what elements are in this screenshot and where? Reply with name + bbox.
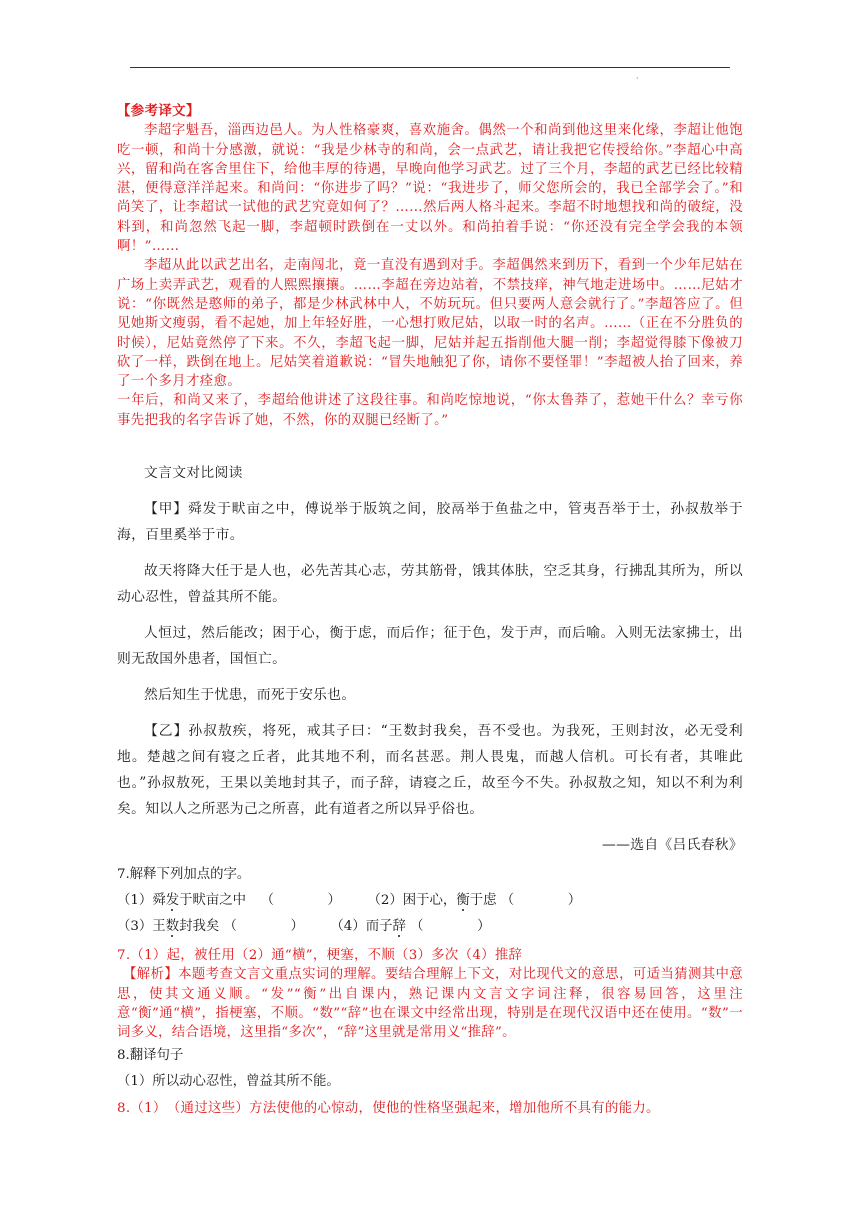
q8-stem: 8.翻译句子 <box>117 1047 184 1063</box>
q8-answer-block <box>117 1099 743 1118</box>
q7-item-4: （4）而子辞 <box>330 919 406 935</box>
question-7 <box>117 862 743 1042</box>
q7-blank-4[interactable]: （ ） <box>410 919 491 935</box>
q8-answer: 8.（1） （通过这些）方法使他的心惊动，使他的性格坚强起来，增加他所不具有的能力。 <box>117 1100 660 1116</box>
passage-jia-1: 【甲】舜发于畎亩之中，傅说举于版筑之间，胶鬲举于鱼盐之中，管夷吾举于士，孙叔敖举于海，百里奚举于市。 <box>117 501 743 544</box>
q7-blank-1[interactable]: （ ） <box>260 893 341 909</box>
passage-jia-2: 故天将降大任于是人也，必先苦其心志，劳其筋骨，饿其体肤，空乏其身，行拂乱其所为，所以动心忍性，曾益其所不能。 <box>117 563 743 606</box>
classical-passage <box>117 460 743 858</box>
passage-jia-4: 然后知生于忧患，而死于安乐也。 <box>144 687 356 704</box>
q7-row-2 <box>117 914 743 940</box>
q7-item-1: （1）舜发于畎亩之中 <box>117 893 247 909</box>
q7-row-1 <box>117 888 743 914</box>
q7-item-3: （3）王数封我矣 <box>117 919 220 935</box>
question-8 <box>117 1043 743 1118</box>
reference-translation <box>117 102 743 430</box>
q7-item-2: （2）困于心，衡于虑 <box>367 893 497 909</box>
q7-analysis: 【解析】本题考查文言文重点实词的理解。要结合理解上下文，对比现代文的意思，可适当猜测其中意思，使其文通义顺。“发”“衡”出自课内，熟记课内文言文字词注释，很容易回答，这里注意“衡”通“横”，指梗塞，不顺。“数”“辞”也在课文中经常出现，特别是在现代汉语中还在使用。“数”一词多义，结合语境，这里指“多次”，“辞”这里就是常用义“推辞”。 <box>117 967 743 1041</box>
q7-answer-block <box>117 946 743 1042</box>
q7-stem: 7.解释下列加点的字。 <box>117 867 251 883</box>
document-page <box>117 102 743 1118</box>
header-mark: · <box>636 74 639 83</box>
passage-jia-3: 人恒过，然后能改；困于心，衡于虑，而后作；征于色，发于声，而后喻。入则无法家拂士，出则无敌国外患者，国恒亡。 <box>117 625 743 668</box>
q7-answer: 7.（1）起，被任用（2）通“横”，梗塞，不顺（3）多次（4）推辞 <box>117 948 523 964</box>
passage-heading: 文言文对比阅读 <box>144 465 243 482</box>
q8-item: （1）所以动心忍性，曾益其所不能。 <box>117 1073 340 1089</box>
translation-paragraph-2: 李超从此以武艺出名，走南闯北，竟一直没有遇到对手。李超偶然来到历下，看到一个少年尼姑在广场上卖弄武艺，观看的人熙熙攘攘。……李超在旁边站着，不禁技痒，神气地走进场中。……尼姑才说：“你既然是憨师的弟子，都是少林武林中人，不妨玩玩。但只要两人意会就行了。”李超答应了。但见她斯文瘦弱，看不起她，加上年轻好胜，一心想打败尼姑，以取一时的名声。……（正在不分胜负的时候），尼姑竟然停了下来。不久，李超飞起一脚，尼姑并起五指削他大腿一削；李超觉得膝下像被刀砍了一样，跌倒在地上。尼姑笑着道歉说：“冒失地触犯了你，请你不要怪罪！”李超被人抬了回来，养了一个多月才痊愈。 <box>117 258 743 390</box>
passage-source: ——选自《吕氏春秋》 <box>602 837 743 854</box>
q7-blank-3[interactable]: （ ） <box>223 919 304 935</box>
header-rule <box>130 67 730 68</box>
translation-paragraph-1: 李超字魁吾，淄西边邑人。为人性格豪爽，喜欢施舍。偶然一个和尚到他这里来化缘，李超让他饱吃一顿，和尚十分感激，就说：“我是少林寺的和尚，会一点武艺，请让我把它传授给你。”李超心中高兴，留和尚在客舍里住下，给他丰厚的待遇，早晚向他学习武艺。过了三个月，李超的武艺已经比较精湛，便得意洋洋起来。和尚问：“你进步了吗？”说：“我进步了，师父您所会的，我已全部学会了。”和尚笑了，让李超试一试他的武艺究竟如何了？……然后两人格斗起来。李超不时地想找和尚的破绽，没料到，和尚忽然飞起一脚，李超顿时跌倒在一丈以外。和尚拍着手说：“你还没有完全学会我的本领啊！”…… <box>117 123 743 255</box>
translation-title: 【参考译文】 <box>117 103 200 119</box>
q7-blank-2[interactable]: （ ） <box>500 893 582 909</box>
translation-paragraph-3: 一年后，和尚又来了，李超给他讲述了这段往事。和尚吃惊地说，“你太鲁莽了，惹她干什么？幸亏你事先把我的名字告诉了她，不然，你的双腿已经断了。” <box>117 393 743 428</box>
passage-yi: 【乙】孙叔敖疾，将死，戒其子曰：“王数封我矣，吾不受也。为我死，王则封汝，必无受利地。楚越之间有寝之丘者，此其地不利，而名甚恶。荆人畏鬼，而越人信机。可长有者，其唯此也。”孙叔敖死，王果以美地封其子，而子辞，请寝之丘，故至今不失。孙叔敖之知，知以不利为利矣。知以人之所恶为己之所喜，此有道者之所以异乎俗也。 <box>117 723 743 818</box>
